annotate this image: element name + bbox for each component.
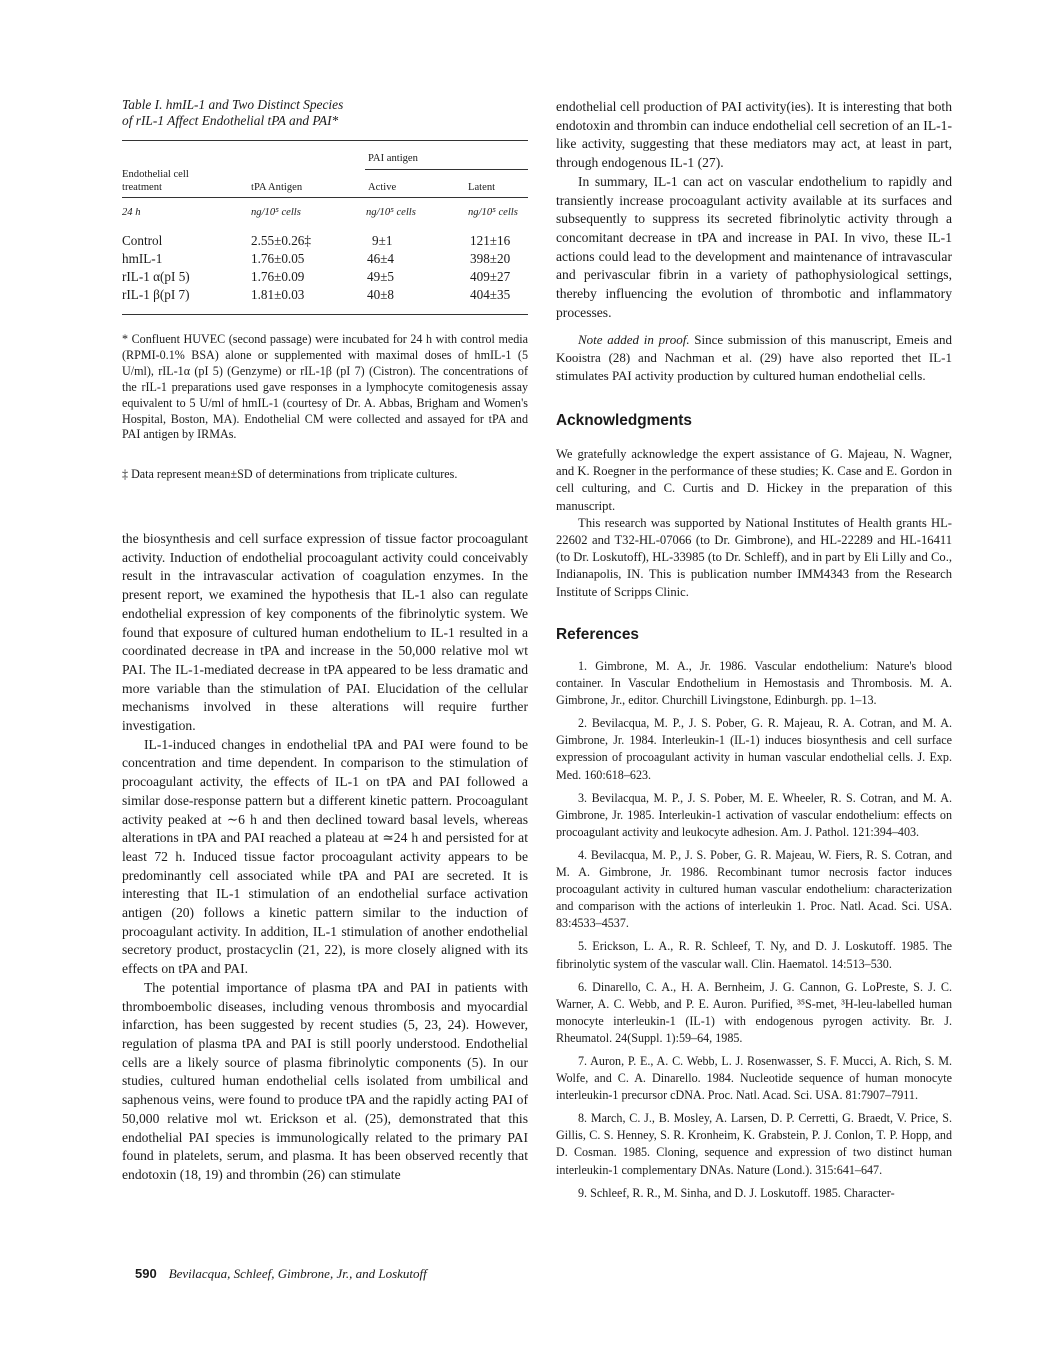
cell-tpa: 1.76±0.05 [251,251,305,266]
header-treatment-line1: Endothelial cell [122,169,189,180]
body-paragraph: The potential importance of plasma tPA and PAI in patients with thromboembolic diseases, including venous thrombosis and myocardial infarction, has been suggested by recent studies (5, 23, 24). However, regulation of plasma tPA and PAI is still poorly understood. Endothelial cells are a likely source of plasma fibrinolytic components (5). In our studies, cultured human endothelial cells isolated from umbilical and saphenous veins, were found to produce tPA and the rapidly acting PAI of 50,000 relative mol wt. Erickson et al. (25), demonstrated that this endothelial PAI species is immunologically related to the primary PAI found in platelets, serum, and plasma. It has been observed recently that endotoxin (18, 19) and thrombin (26) can stimulate [122,979,528,1182]
header-active: Active [368,182,397,193]
reference-item: 8. March, C. J., B. Mosley, A. Larsen, D. P. Cerretti, G. Braedt, V. Price, S. Gillis, C. S. Henney, S. R. Kronheim, K. Grabstein, P. J. Conlon, T. P. Hopp, and D. Cosman. 1985. Cloning, sequence and expression of two distinct human interleukin-1 complementary DNAs. Nature (Lond.). 315:641–647. [556,1111,952,1177]
body-paragraph: endothelial cell production of PAI activity(ies). It is interesting that both endotoxin and thrombin can induce endothelial cell secretion of an IL-1-like activity, suggesting that these mediators may act, at least in part, through endogenous IL-1 (27). [556,99,952,171]
reference-item: 4. Bevilacqua, M. P., J. S. Pober, G. R. Majeau, W. Fiers, R. S. Cotran, and M. A. Gimbrone, Jr. 1986. Recombinant tumor necrosis factor induces procoagulant activity in cultured human vascular endothelium: characterization and comparison with the actions of interleukin 1. Proc. Natl. Acad. Sci. USA. 83:4533–4537. [556,847,952,931]
page-footer [135,1266,427,1282]
acknowledgments-paragraph: This research was supported by National Institutes of Health grants HL-22602 and T32-HL-07066 (to Dr. Gimbrone), and HL-22289 and HL-16411 (to Dr. Loskutoff), HL-33985 (to Dr. Schleff), and in part by Eli Lilly and Co., Indianapolis, IN. This is publication number IMM4343 from the Research Institute of Scripps Clinic. [556,515,952,599]
running-authors: Bevilacqua, Schleef, Gimbrone, Jr., and Loskutoff [168,1266,427,1281]
body-paragraph: IL-1-induced changes in endothelial tPA and PAI were found to be concentration and time dependent. In comparison to the stimulation of procoagulant activity, the effects of IL-1 on tPA and PAI followed a similar dose-response pattern but a different kinetic pattern. Procoagulant activity peaked at ∼6 h and then declined toward basal levels, whereas alterations in tPA and PAI reached a plateau at ≃24 h and persisted for at least 72 h. Induced tissue factor procoagulant activity appears to be predominantly cell associated while tPA and PAI are secreted. It is interesting that IL-1 stimulation of an endothelial surface activation antigen (20) follows a kinetic pattern similar to the induction of procoagulant activity. In addition, IL-1 stimulation of another endothelial secretory product, prostacyclin (21, 22), is more closely aligned with its effects on tPA and PAI. [122,736,528,977]
cell-active: 49±5 [367,269,395,284]
note-lead: Note added in proof. [578,332,690,347]
reference-item: 9. Schleef, R. R., M. Sinha, and D. J. Loskutoff. 1985. Character- [578,1185,895,1200]
reference-item: 7. Auron, P. E., A. C. Webb, L. J. Rosenwasser, S. F. Mucci, A. Rich, S. M. Wolfe, and C. A. Dinarello. 1984. Nucleotide sequence of human monocyte interleukin-1 precursor cDNA. Proc. Natl. Acad. Sci. USA. 81:7907–7911. [556,1053,952,1103]
header-tpa: tPA Antigen [251,182,303,193]
cell-treatment: Control [122,233,163,248]
unit-tpa: ng/10⁵ cells [251,207,301,218]
cell-treatment: rIL-1 β(pI 7) [122,287,190,302]
header-latent: Latent [468,182,496,193]
cell-active: 46±4 [367,251,395,266]
table-top-rule [122,140,528,141]
table-bottom-rule [122,314,528,315]
unit-latent: ng/10⁵ cells [468,207,518,218]
acknowledgments-body [556,446,952,601]
cell-treatment: rIL-1 α(pI 5) [122,269,190,284]
reference-item: 5. Erickson, L. A., R. R. Schleef, T. Ny, and D. J. Loskutoff. 1985. The fibrinolytic system of the vascular wall. Clin. Haematol. 14:513–530. [556,939,952,971]
reference-item: 3. Bevilacqua, M. P., J. S. Pober, M. E. Wheeler, R. S. Cotran, and M. A. Gimbrone, Jr. 1985. Interleukin-1 activation of vascular endothelium: effects on procoagulant activity and leukocyte adhesion. Am. J. Pathol. 121:394–403. [556,790,952,839]
table-caption [122,97,422,129]
header-pai: PAI antigen [368,153,418,164]
pai-span-rule [365,169,528,170]
acknowledgments-heading: Acknowledgments [556,412,692,429]
unit-time: 24 h [122,207,141,218]
cell-latent: 409±27 [470,269,511,284]
table-footnote-star: * Confluent HUVEC (second passage) were incubated for 24 h with control media (RPMI-0.1% BSA) alone or supplemented with maximal doses of hmIL-1 (5 U/ml), rIL-1α (pI 5) (Genzyme) or rIL-1β (pI 7) (Cistron). The concentrations of the rIL-1 preparations used gave responses in a lymphocyte comitogenesis assay equivalent to 5 U/ml of hmIL-1 (courtesy of Dr. A. Abbas, Brigham and Women's Hospital, Boston, MA). Endothelial CM were collected and assayed for tPA and PAI antigen by IRMAs. [122,332,528,442]
table-header-rule [122,197,528,198]
table-caption-line1: Table I. hmIL-1 and Two Distinct Species [122,97,344,112]
cell-latent: 404±35 [470,287,511,302]
left-column-body [122,530,528,1185]
references-list [556,658,952,1208]
cell-tpa: 1.81±0.03 [251,287,305,302]
cell-active: 9±1 [372,233,393,248]
header-treatment [122,168,189,194]
note-text: Since submission of this manuscript, Emeis and Kooistra (28) and Nachman et al. (29) have also reported thet IL-1 stimulates PAI activity production by cultured human endothelial cells. [556,332,952,383]
body-paragraph: the biosynthesis and cell surface expression of tissue factor procoagulant activity. Induction of endothelial procoagulant activity could conceivably result in the intravascular activation of coagulation enzymes. In the present report, we examined the hypothesis that IL-1 also can regulate endothelial expression of key components of the fibrinolytic system. We found that exposure of cultured human endothelium to IL-1 resulted in a coordinated decrease in tPA and increase in the 50,000 relative mol wt PAI. The IL-1-mediated decrease in tPA appeared to be less dramatic and more variable than the stimulation of PAI. Elucidation of the cellular mechanisms involved in these alterations will require further investigation. [122,531,528,734]
cell-treatment: hmIL-1 [122,251,163,266]
reference-item: 1. Gimbrone, M. A., Jr. 1986. Vascular endothelium: Nature's blood container. In Vascular Endothelium in Hemostasis and Thrombosis. M. A. Gimbrone, Jr., editor. Churchill Livingstone, Edinburgh. pp. 1–13. [556,659,952,708]
acknowledgments-paragraph: We gratefully acknowledge the expert assistance of G. Majeau, N. Wagner, and K. Roegner in the performance of these studies; K. Case and E. Gordon in cell culturing, and C. Curtis and D. Hickey in the preparation of this manuscript. [556,447,952,513]
note-in-proof [556,331,952,385]
header-treatment-line2: treatment [122,182,163,193]
cell-active: 40±8 [367,287,395,302]
cell-latent: 398±20 [470,251,511,266]
body-paragraph: In summary, IL-1 can act on vascular endothelium to rapidly and transiently increase procoagulant activity available at its surfaces and subsequently to suppress its secreted fibrinolytic activity through a concomitant decrease in tPA and increase in PAI. In vivo, these IL-1 actions could lead to the development and maintenance of intravascular and perivascular fibrin in a variety of pathophysiological settings, thereby influencing the evolution of thrombotic and inflammatory processes. [556,173,952,320]
references-heading: References [556,626,639,643]
table-caption-line2: of rIL-1 Affect Endothelial tPA and PAI* [122,113,339,128]
reference-item: 2. Bevilacqua, M. P., J. S. Pober, G. R. Majeau, R. A. Cotran, and M. A. Gimbrone, Jr. 1984. Interleukin-1 (IL-1) induces biosynthesis and cell surface expression of procoagulant activity in human vascular endothelial cells. J. Exp. Med. 160:618–623. [556,716,952,782]
cell-tpa: 2.55±0.26‡ [251,233,311,248]
table-footnote-dagger: ‡ Data represent mean±SD of determinations from triplicate cultures. [122,467,458,481]
cell-tpa: 1.76±0.09 [251,269,305,284]
cell-latent: 121±16 [470,233,511,248]
right-column-body [556,98,952,322]
unit-active: ng/10⁵ cells [366,207,416,218]
reference-item: 6. Dinarello, C. A., H. A. Bernheim, J. G. Cannon, G. LoPreste, S. J. C. Warner, A. C. Webb, and P. E. Auron. Purified, ³⁵S-met, ³H-leu-labelled human monocyte interleukin-1 (IL-1) with endogenous pyrogen activity. Br. J. Rheumatol. 24(Suppl. 1):59–64, 1985. [556,979,952,1045]
page-number: 590 [135,1266,157,1281]
